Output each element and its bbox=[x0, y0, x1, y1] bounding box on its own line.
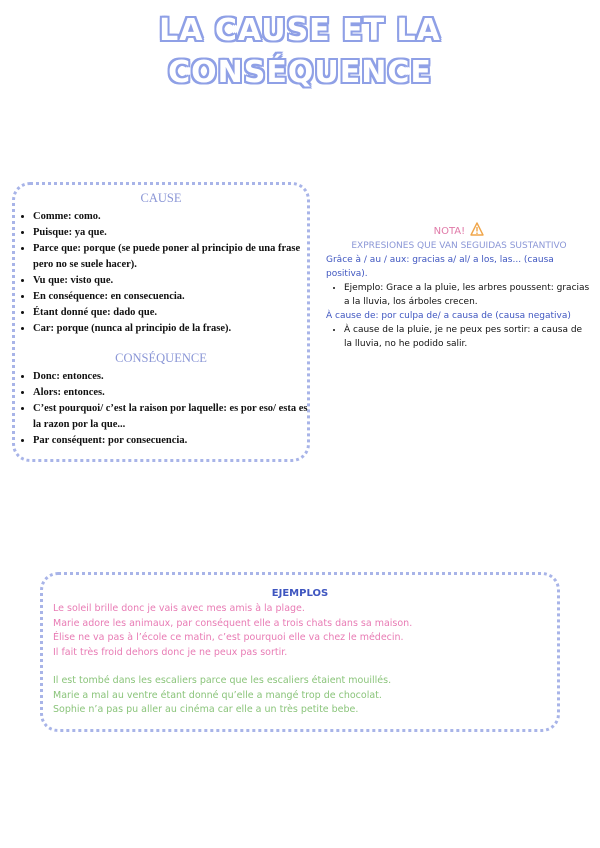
examples-heading: EJEMPLOS bbox=[271, 588, 329, 599]
example-sentence: Le soleil brille donc je vais avec mes amis à la plage. bbox=[53, 603, 305, 614]
note-example-list-1 bbox=[326, 281, 592, 309]
consequence-item: • Donc: entonces. bbox=[33, 369, 317, 385]
cause-item: • En conséquence: en consecuencia. bbox=[33, 289, 317, 305]
example-sentence: Sophie n’a pas pu aller au cinéma car elle a un très petite bebe. bbox=[53, 704, 359, 715]
note-section bbox=[326, 222, 592, 351]
note-title: NOTA! bbox=[433, 226, 466, 237]
consequence-list bbox=[19, 369, 317, 449]
note-rule-grace: Grâce à / au / aux: gracias a/ al/ a los, las... (causa positiva). bbox=[326, 255, 554, 279]
cause-item: • Car: porque (nunca al principio de la frase). bbox=[33, 321, 317, 337]
examples-list bbox=[53, 602, 553, 718]
consequence-item: • Alors: entonces. bbox=[33, 385, 317, 401]
cause-item: • Vu que: visto que. bbox=[33, 273, 317, 289]
cause-item: • Puisque: ya que. bbox=[33, 225, 317, 241]
example-sentence: Il est tombé dans les escaliers parce que les escaliers étaient mouillés. bbox=[53, 675, 392, 686]
note-rule-a-cause: À cause de: por culpa de/ a causa de (causa negativa) bbox=[326, 311, 571, 321]
examples-box bbox=[40, 572, 560, 732]
cause-item: • Étant donné que: dado que. bbox=[33, 305, 317, 321]
page-title-line-2: CONSÉQUENCE bbox=[168, 55, 432, 90]
consequence-item: • Par conséquent: por consecuencia. bbox=[33, 433, 317, 449]
consequence-item: • C’est pourquoi/ c’est la raison por laquelle: es por eso/ esta es la razon por la que... bbox=[33, 401, 317, 433]
warning-icon bbox=[470, 222, 484, 236]
note-subtitle: EXPRESIONES QUE VAN SEGUIDAS SUSTANTIVO bbox=[351, 241, 567, 251]
note-example: • Ejemplo: Grace a la pluie, les arbres poussent: gracias a la lluvia, los árboles crecen. bbox=[344, 281, 592, 309]
page-title-line-1: LA CAUSE ET LA bbox=[159, 13, 441, 48]
example-sentence: Il fait très froid dehors donc je ne peux pas sortir. bbox=[53, 646, 288, 658]
example-sentence: Élise ne va pas à l’école ce matin, c’est pourquoi elle va chez le médecin. bbox=[53, 632, 404, 643]
cause-item: • Comme: como. bbox=[33, 209, 317, 225]
example-sentence: Marie adore les animaux, par conséquent elle a trois chats dans sa maison. bbox=[53, 617, 413, 629]
note-example: • À cause de la pluie, je ne peux pes sortir: a causa de la lluvia, no he podido salir. bbox=[344, 323, 592, 351]
cause-consequence-box bbox=[12, 182, 310, 462]
note-example-list-2 bbox=[326, 323, 592, 351]
cause-item: • Parce que: porque (se puede poner al principio de una frase pero no se suele hacer). bbox=[33, 241, 317, 273]
cause-list bbox=[19, 209, 317, 337]
consequence-heading: CONSÉQUENCE bbox=[115, 351, 207, 365]
example-sentence: Marie a mal au ventre étant donné qu’elle a mangé trop de chocolat. bbox=[53, 689, 382, 701]
cause-heading: CAUSE bbox=[140, 191, 182, 205]
examples-spacer bbox=[53, 660, 553, 674]
